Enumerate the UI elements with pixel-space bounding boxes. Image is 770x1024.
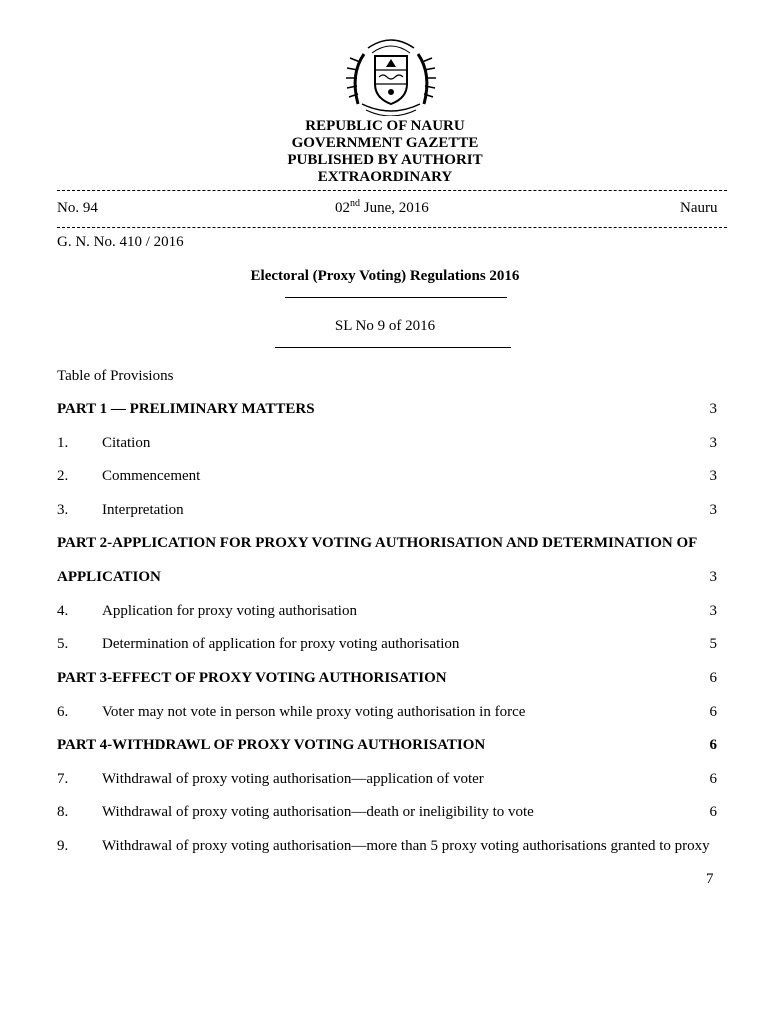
divider-bottom — [57, 227, 727, 228]
toc-item-2 — [57, 468, 717, 488]
toc-item-1-page: 3 — [709, 435, 717, 451]
toc-item-5 — [57, 636, 717, 656]
header-extraordinary: EXTRAORDINARY — [317, 169, 453, 185]
toc-item-6-page: 6 — [709, 704, 717, 720]
toc-item-4-label: Application for proxy voting authorisation — [102, 603, 357, 619]
toc-item-7-label: Withdrawal of proxy voting authorisation—application of voter — [102, 771, 484, 787]
toc-part-2-line-2 — [57, 569, 717, 589]
toc-part-3 — [57, 670, 717, 690]
divider-top — [57, 190, 727, 191]
toc-item-3-number: 3. — [57, 502, 69, 518]
toc-heading: Table of Provisions — [57, 368, 174, 384]
issue-date-suffix: nd — [350, 198, 360, 209]
toc-part-3-page: 6 — [709, 670, 717, 686]
toc-item-3-label: Interpretation — [102, 502, 184, 518]
toc-item-2-number: 2. — [57, 468, 69, 484]
header-gazette: GOVERNMENT GAZETTE — [291, 135, 479, 151]
toc-item-1-label: Citation — [102, 435, 151, 451]
sl-number: SL No 9 of 2016 — [334, 318, 436, 334]
toc-item-7 — [57, 771, 717, 791]
toc-item-2-label: Commencement — [102, 468, 201, 484]
toc-item-8 — [57, 804, 717, 824]
issue-date — [335, 200, 429, 217]
sl-underline — [275, 347, 511, 348]
toc-item-4 — [57, 603, 717, 623]
toc-item-4-page: 3 — [709, 603, 717, 619]
issue-date-day: 02 — [335, 200, 350, 216]
toc-item-8-label: Withdrawal of proxy voting authorisation—death or ineligibility to vote — [102, 804, 534, 820]
issue-date-rest: June, 2016 — [360, 200, 429, 216]
regulation-title: Electoral (Proxy Voting) Regulations 2016 — [250, 268, 520, 284]
toc-item-9 — [57, 838, 737, 858]
toc-item-5-page: 5 — [709, 636, 717, 652]
toc-part-2-label-line-1: PART 2-APPLICATION FOR PROXY VOTING AUTHORISATION AND DETERMINATION OF — [57, 535, 698, 551]
toc-part-1-label: PART 1 — PRELIMINARY MATTERS — [57, 401, 315, 417]
toc-item-1-number: 1. — [57, 435, 69, 451]
toc-item-1 — [57, 435, 717, 455]
toc-item-9-page: 7 — [706, 871, 714, 887]
toc-item-6-number: 6. — [57, 704, 69, 720]
toc-part-1 — [57, 401, 717, 421]
toc-part-4-page: 6 — [709, 737, 717, 753]
toc-item-9-label: Withdrawal of proxy voting authorisation—more than 5 proxy voting authorisations granted to proxy — [102, 838, 710, 854]
toc-part-3-label: PART 3-EFFECT OF PROXY VOTING AUTHORISATION — [57, 670, 447, 686]
toc-part-2-label-line-2: APPLICATION — [57, 569, 161, 585]
toc-item-5-label: Determination of application for proxy voting authorisation — [102, 636, 460, 652]
toc-item-3 — [57, 502, 717, 522]
toc-part-4 — [57, 737, 717, 757]
toc-part-2-line-1 — [57, 535, 732, 555]
issue-number: No. 94 — [57, 200, 98, 216]
toc-item-7-number: 7. — [57, 771, 69, 787]
toc-part-2-page: 3 — [709, 569, 717, 585]
toc-item-3-page: 3 — [709, 502, 717, 518]
toc-part-4-label: PART 4-WITHDRAWL OF PROXY VOTING AUTHORISATION — [57, 737, 486, 753]
issue-place: Nauru — [680, 200, 718, 216]
coat-of-arms-emblem — [342, 34, 440, 116]
toc-item-9-number: 9. — [57, 838, 69, 854]
toc-item-5-number: 5. — [57, 636, 69, 652]
toc-item-8-number: 8. — [57, 804, 69, 820]
toc-item-2-page: 3 — [709, 468, 717, 484]
toc-item-7-page: 6 — [709, 771, 717, 787]
header-republic: REPUBLIC OF NAURU — [305, 118, 465, 134]
toc-item-6 — [57, 704, 717, 724]
gazette-notice-number: G. N. No. 410 / 2016 — [57, 234, 184, 250]
header-published: PUBLISHED BY AUTHORIT — [287, 152, 483, 168]
toc-part-1-page: 3 — [709, 401, 717, 417]
toc-item-8-page: 6 — [709, 804, 717, 820]
title-underline — [285, 297, 507, 298]
toc-item-4-number: 4. — [57, 603, 69, 619]
toc-item-6-label: Voter may not vote in person while proxy voting authorisation in force — [102, 704, 526, 720]
